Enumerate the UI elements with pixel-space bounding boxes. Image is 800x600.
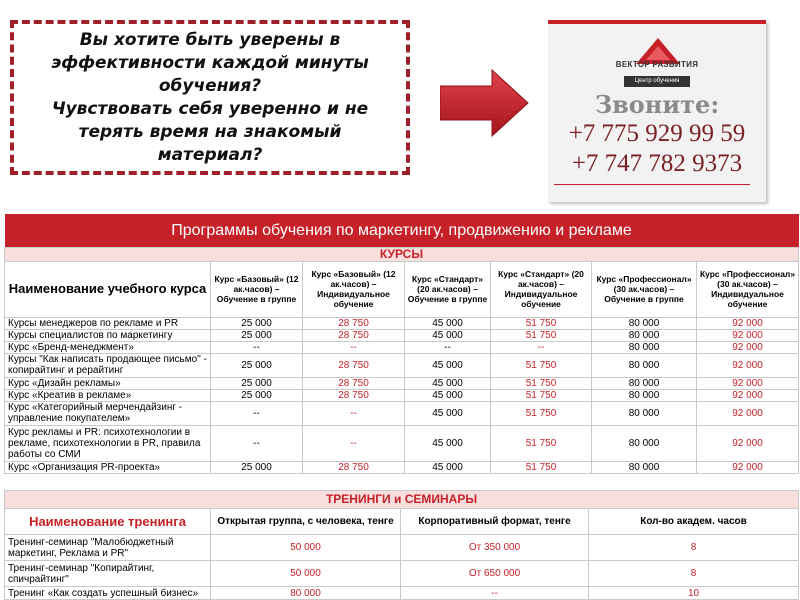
price-cell: 80 000 xyxy=(592,377,697,389)
table-title: Программы обучения по маркетингу, продвижению и рекламе xyxy=(5,214,799,247)
course-name: Курс рекламы и PR: психотехнологии в рекламе, психотехнологии в PR, правила работы со СМИ xyxy=(5,425,211,461)
courses-table xyxy=(4,214,799,474)
course-name: Курс «Дизайн рекламы» xyxy=(5,377,211,389)
arrow-right-icon xyxy=(440,68,530,138)
price-cell: 92 000 xyxy=(697,329,799,341)
section-header: ТРЕНИНГИ и СЕМИНАРЫ xyxy=(5,491,799,509)
price-cell: 51 750 xyxy=(491,461,592,473)
column-header: Корпоративный формат, тенге xyxy=(401,509,589,535)
phone-number[interactable]: +7 747 782 9373 xyxy=(571,150,743,177)
price-cell: 92 000 xyxy=(697,353,799,377)
column-header: Наименование учебного курса xyxy=(5,261,211,317)
course-name: Курсы специалистов по маркетингу xyxy=(5,329,211,341)
price-cell: 28 750 xyxy=(303,329,405,341)
price-cell: 28 750 xyxy=(303,353,405,377)
promo-line: эффективности каждой минуты xyxy=(51,52,369,73)
training-name: Тренинг-семинар "Малобюджетный маркетинг, Реклама и PR" xyxy=(5,535,211,561)
logo-subtitle: Центр обучения xyxy=(624,76,690,87)
price-cell: 45 000 xyxy=(405,377,491,389)
price-cell: -- xyxy=(405,341,491,353)
promo-line: Вы хотите быть уверены в xyxy=(79,29,341,50)
table-row xyxy=(5,317,799,329)
price-cell: -- xyxy=(211,341,303,353)
price-cell: 45 000 xyxy=(405,317,491,329)
price-cell: 25 000 xyxy=(211,353,303,377)
price-cell: 51 750 xyxy=(491,425,592,461)
section-header: КУРСЫ xyxy=(5,247,799,261)
column-header: Курс «Базовый» (12 ак.часов) – Обучение в группе xyxy=(211,261,303,317)
price-cell: 92 000 xyxy=(697,401,799,425)
price-cell: 51 750 xyxy=(491,317,592,329)
price-cell: 25 000 xyxy=(211,461,303,473)
training-name: Тренинг-семинар "Копирайтинг, спичрайтинг" xyxy=(5,561,211,587)
price-cell: 28 750 xyxy=(303,377,405,389)
price-cell: 45 000 xyxy=(405,461,491,473)
price-cell: 80 000 xyxy=(592,341,697,353)
table-row xyxy=(5,401,799,425)
price-cell: От 350 000 xyxy=(401,535,589,561)
price-cell: 51 750 xyxy=(491,389,592,401)
price-cell: 92 000 xyxy=(697,341,799,353)
logo-name: ВЕКТОР РАЗВИТИЯ xyxy=(615,60,699,69)
contact-card xyxy=(548,20,766,202)
price-cell: 80 000 xyxy=(592,317,697,329)
table-row xyxy=(5,561,799,587)
table-row xyxy=(5,341,799,353)
promo-box xyxy=(10,20,410,175)
column-header: Курс «Базовый» (12 ак.часов) – Индивидуальное обучение xyxy=(303,261,405,317)
price-cell: 92 000 xyxy=(697,317,799,329)
price-cell: 25 000 xyxy=(211,329,303,341)
column-header: Курс «Профессионал» (30 ак.часов) – Индивидуальное обучение xyxy=(697,261,799,317)
price-cell: -- xyxy=(211,401,303,425)
price-cell: 92 000 xyxy=(697,389,799,401)
price-cell: От 650 000 xyxy=(401,561,589,587)
price-cell: 51 750 xyxy=(491,377,592,389)
hours-cell: 8 xyxy=(589,561,799,587)
table-row xyxy=(5,353,799,377)
hours-cell: 10 xyxy=(589,587,799,600)
price-cell: 92 000 xyxy=(697,425,799,461)
promo-line: материал? xyxy=(157,144,263,165)
price-cell: 80 000 xyxy=(592,425,697,461)
column-header: Курс «Профессионал» (30 ак.часов) – Обучение в группе xyxy=(592,261,697,317)
table-row xyxy=(5,389,799,401)
course-name: Курсы менеджеров по рекламе и PR xyxy=(5,317,211,329)
course-name: Курс «Категорийный мерчендайзинг - управление покупателем» xyxy=(5,401,211,425)
table-row xyxy=(5,329,799,341)
course-name: Курс «Бренд-менеджмент» xyxy=(5,341,211,353)
price-cell: 28 750 xyxy=(303,389,405,401)
table-row xyxy=(5,425,799,461)
price-cell: 45 000 xyxy=(405,353,491,377)
price-cell: 92 000 xyxy=(697,377,799,389)
price-cell: 45 000 xyxy=(405,425,491,461)
price-cell: 25 000 xyxy=(211,389,303,401)
price-cell: 80 000 xyxy=(592,461,697,473)
price-cell: 28 750 xyxy=(303,317,405,329)
logo-triangle-icon xyxy=(630,36,686,78)
hours-cell: 8 xyxy=(589,535,799,561)
phone-number[interactable]: +7 775 929 99 59 xyxy=(568,120,746,147)
price-cell: 80 000 xyxy=(592,353,697,377)
price-cell: 25 000 xyxy=(211,377,303,389)
price-cell: -- xyxy=(303,401,405,425)
price-cell: 80 000 xyxy=(592,401,697,425)
price-cell: 45 000 xyxy=(405,389,491,401)
price-cell: 45 000 xyxy=(405,329,491,341)
divider xyxy=(554,184,750,185)
price-cell: 51 750 xyxy=(491,401,592,425)
training-name: Тренинг «Как создать успешный бизнес» xyxy=(5,587,211,600)
promo-line: терять время на знакомый xyxy=(78,121,342,142)
column-header: Открытая группа, с человека, тенге xyxy=(211,509,401,535)
promo-line: обучения? xyxy=(158,75,262,96)
price-cell: -- xyxy=(303,341,405,353)
column-header: Курс «Стандарт» (20 ак.часов) – Обучение в группе xyxy=(405,261,491,317)
price-cell: 25 000 xyxy=(211,317,303,329)
trainings-table xyxy=(4,490,799,600)
promo-line: Чувствовать себя уверенно и не xyxy=(51,98,369,119)
price-cell: -- xyxy=(401,587,589,600)
price-cell: 80 000 xyxy=(592,329,697,341)
price-cell: -- xyxy=(491,341,592,353)
column-header: Наименование тренинга xyxy=(5,509,211,535)
table-row xyxy=(5,535,799,561)
table-row xyxy=(5,461,799,473)
price-cell: 50 000 xyxy=(211,561,401,587)
price-cell: 80 000 xyxy=(211,587,401,600)
price-cell: 50 000 xyxy=(211,535,401,561)
price-cell: 45 000 xyxy=(405,401,491,425)
price-cell: 28 750 xyxy=(303,461,405,473)
column-header: Кол-во академ. часов xyxy=(589,509,799,535)
price-cell: 51 750 xyxy=(491,353,592,377)
course-name: Курс «Креатив в рекламе» xyxy=(5,389,211,401)
price-cell: 51 750 xyxy=(491,329,592,341)
price-cell: -- xyxy=(303,425,405,461)
price-cell: -- xyxy=(211,425,303,461)
call-label: Звоните: xyxy=(594,90,720,119)
price-cell: 92 000 xyxy=(697,461,799,473)
table-row xyxy=(5,377,799,389)
table-row xyxy=(5,587,799,600)
column-header: Курс «Стандарт» (20 ак.часов) – Индивидуальное обучение xyxy=(491,261,592,317)
course-name: Курсы "Как написать продающее письмо" - копирайтинг и рерайтинг xyxy=(5,353,211,377)
course-name: Курс «Организация PR-проекта» xyxy=(5,461,211,473)
price-cell: 80 000 xyxy=(592,389,697,401)
